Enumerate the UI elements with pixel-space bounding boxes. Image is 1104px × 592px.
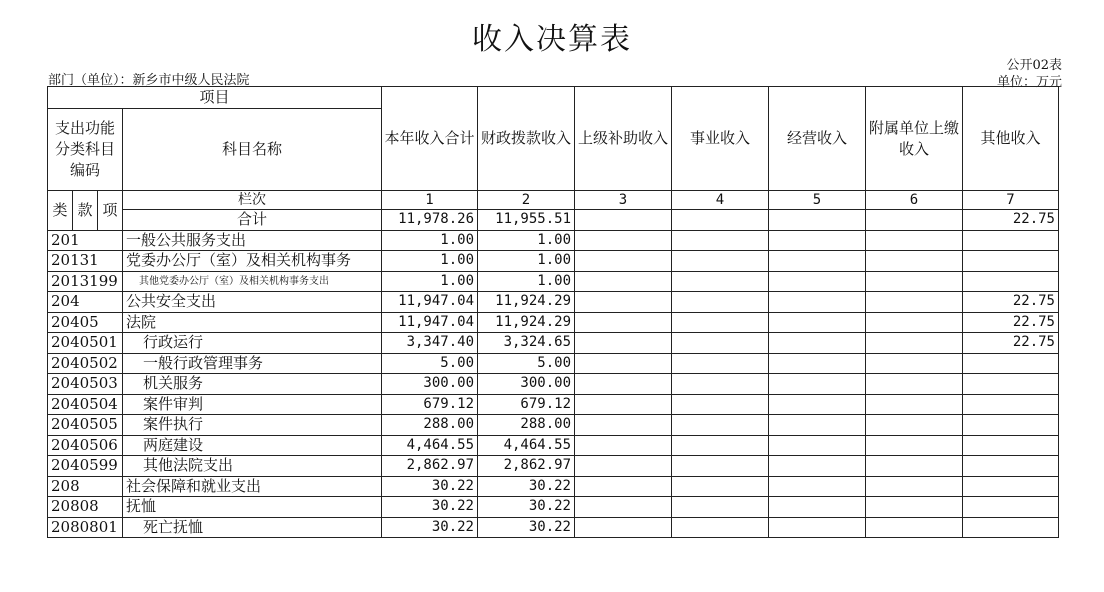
row-c7 <box>963 435 1059 456</box>
table-row <box>48 353 1059 374</box>
row-name: 其他党委办公厅（室）及相关机构事务支出 <box>123 271 382 292</box>
row-c7 <box>963 517 1059 538</box>
header-kuan: 款 <box>73 191 98 231</box>
header-func-code: 支出功能分类科目编码 <box>48 109 123 191</box>
header-subject-name: 科目名称 <box>123 109 382 191</box>
table-row <box>48 497 1059 518</box>
row-c1: 300.00 <box>382 374 478 395</box>
header-col-2: 财政拨款收入 <box>478 87 575 191</box>
row-c1: 11,947.04 <box>382 292 478 313</box>
row-c2: 1.00 <box>478 271 575 292</box>
row-c7 <box>963 374 1059 395</box>
row-c1: 2,862.97 <box>382 456 478 477</box>
row-c1: 5.00 <box>382 353 478 374</box>
row-c2: 288.00 <box>478 415 575 436</box>
table-row <box>48 435 1059 456</box>
row-c1: 679.12 <box>382 394 478 415</box>
total-c2: 11,955.51 <box>478 210 575 231</box>
col-number: 2 <box>478 191 575 210</box>
table-row <box>48 476 1059 497</box>
department-label: 部门（单位）：新乡市中级人民法院 <box>48 73 250 88</box>
header-lei: 类 <box>48 191 73 231</box>
row-c7 <box>963 456 1059 477</box>
page-title: 收入决算表 <box>472 22 632 57</box>
col-number: 3 <box>575 191 672 210</box>
income-table <box>47 86 1059 538</box>
row-name: 法院 <box>123 312 382 333</box>
row-c2: 5.00 <box>478 353 575 374</box>
row-c2: 1.00 <box>478 251 575 272</box>
row-code: 201 <box>48 230 123 251</box>
row-name: 党委办公厅（室）及相关机构事务 <box>123 251 382 272</box>
row-c1: 4,464.55 <box>382 435 478 456</box>
row-code: 2040503 <box>48 374 123 395</box>
header-col-7: 其他收入 <box>963 87 1059 191</box>
table-row <box>48 312 1059 333</box>
header-item: 项目 <box>48 87 382 109</box>
row-name: 两庭建设 <box>123 435 382 456</box>
header-col-6: 附属单位上缴收入 <box>866 87 963 191</box>
row-c1: 1.00 <box>382 230 478 251</box>
row-c2: 30.22 <box>478 476 575 497</box>
col-number: 6 <box>866 191 963 210</box>
row-c2: 11,924.29 <box>478 292 575 313</box>
total-row <box>48 210 1059 231</box>
header-col-5: 经营收入 <box>769 87 866 191</box>
table-row <box>48 394 1059 415</box>
row-c7: 22.75 <box>963 333 1059 354</box>
row-name: 其他法院支出 <box>123 456 382 477</box>
col-number: 7 <box>963 191 1059 210</box>
table-row <box>48 415 1059 436</box>
row-c7 <box>963 415 1059 436</box>
row-code: 20131 <box>48 251 123 272</box>
row-name: 案件审判 <box>123 394 382 415</box>
row-code: 20405 <box>48 312 123 333</box>
row-name: 死亡抚恤 <box>123 517 382 538</box>
row-c2: 11,924.29 <box>478 312 575 333</box>
col-number: 5 <box>769 191 866 210</box>
row-name: 社会保障和就业支出 <box>123 476 382 497</box>
table-row <box>48 230 1059 251</box>
table-row <box>48 333 1059 354</box>
row-code: 2040504 <box>48 394 123 415</box>
row-c1: 30.22 <box>382 517 478 538</box>
row-code: 2040505 <box>48 415 123 436</box>
total-c7: 22.75 <box>963 210 1059 231</box>
row-code: 20808 <box>48 497 123 518</box>
row-c2: 1.00 <box>478 230 575 251</box>
row-name: 一般行政管理事务 <box>123 353 382 374</box>
row-code: 2040599 <box>48 456 123 477</box>
row-c7 <box>963 271 1059 292</box>
header-col-1: 本年收入合计 <box>382 87 478 191</box>
row-c7 <box>963 251 1059 272</box>
total-c1: 11,978.26 <box>382 210 478 231</box>
row-c1: 3,347.40 <box>382 333 478 354</box>
form-number: 公开02表 <box>1006 58 1062 73</box>
row-c7 <box>963 353 1059 374</box>
table-row <box>48 292 1059 313</box>
table-row <box>48 517 1059 538</box>
header-col-4: 事业收入 <box>672 87 769 191</box>
row-code: 2013199 <box>48 271 123 292</box>
unit-label: 单位：万元 <box>996 75 1062 90</box>
row-c1: 30.22 <box>382 476 478 497</box>
row-c1: 1.00 <box>382 271 478 292</box>
row-name: 一般公共服务支出 <box>123 230 382 251</box>
row-code: 208 <box>48 476 123 497</box>
row-code: 2040502 <box>48 353 123 374</box>
header-col-3: 上级补助收入 <box>575 87 672 191</box>
col-number: 1 <box>382 191 478 210</box>
row-c2: 2,862.97 <box>478 456 575 477</box>
row-name: 抚恤 <box>123 497 382 518</box>
row-code: 2040501 <box>48 333 123 354</box>
row-c1: 1.00 <box>382 251 478 272</box>
table-row <box>48 251 1059 272</box>
row-name: 行政运行 <box>123 333 382 354</box>
row-c2: 3,324.65 <box>478 333 575 354</box>
col-number: 4 <box>672 191 769 210</box>
row-c7: 22.75 <box>963 292 1059 313</box>
row-code: 2080801 <box>48 517 123 538</box>
table-row <box>48 374 1059 395</box>
row-code: 2040506 <box>48 435 123 456</box>
row-c7 <box>963 394 1059 415</box>
row-c1: 11,947.04 <box>382 312 478 333</box>
row-c2: 679.12 <box>478 394 575 415</box>
row-c2: 300.00 <box>478 374 575 395</box>
row-name: 机关服务 <box>123 374 382 395</box>
header-lanci: 栏次 <box>123 191 382 210</box>
row-c2: 4,464.55 <box>478 435 575 456</box>
row-c7 <box>963 476 1059 497</box>
row-c7 <box>963 497 1059 518</box>
row-c2: 30.22 <box>478 517 575 538</box>
table-row <box>48 456 1059 477</box>
row-name: 公共安全支出 <box>123 292 382 313</box>
row-c7 <box>963 230 1059 251</box>
header-xiang: 项 <box>98 191 123 231</box>
table-row <box>48 271 1059 292</box>
row-c1: 30.22 <box>382 497 478 518</box>
row-name: 案件执行 <box>123 415 382 436</box>
row-code: 204 <box>48 292 123 313</box>
row-c1: 288.00 <box>382 415 478 436</box>
row-c7: 22.75 <box>963 312 1059 333</box>
row-c2: 30.22 <box>478 497 575 518</box>
total-label: 合计 <box>123 210 382 231</box>
